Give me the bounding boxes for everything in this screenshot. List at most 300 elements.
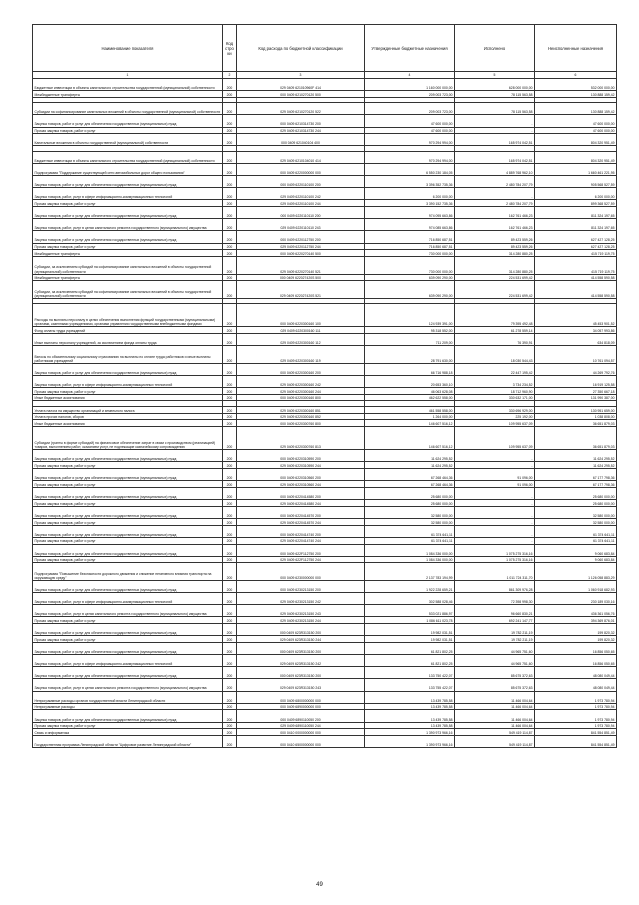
row-indicator-name: Закупка товаров, работ и услуг для обеспечения государственных (муниципальных) нужд <box>33 506 223 518</box>
row-classification-code: 000 0409 6220110110 200 <box>237 207 365 219</box>
row-classification-code: 000 0409 6220300160 800 <box>237 394 365 401</box>
row-line-code: 200 <box>223 219 237 231</box>
row-line-code: 200 <box>223 655 237 667</box>
row-line-code: 200 <box>223 537 237 544</box>
row-approved-amount: 974 095 663,86 <box>365 207 455 219</box>
row-approved-amount: 6 200 000,00 <box>365 188 455 200</box>
row-approved-amount: 3 396 352 735,36 <box>365 176 455 188</box>
row-executed-amount: - <box>455 487 535 499</box>
row-unexecuted-amount: 1 126 058 883,29 <box>535 563 617 581</box>
row-unexecuted-amount: 9 060 683,84 <box>535 556 617 563</box>
row-unexecuted-amount: 16 856 050,65 <box>535 655 617 667</box>
row-classification-code: 029 0409 623R313150 242 <box>237 655 365 667</box>
row-line-code: 200 <box>223 462 237 469</box>
row-classification-code: 000 0409 6230213150 200 <box>237 580 365 592</box>
row-unexecuted-amount: 61 374 641,11 <box>535 525 617 537</box>
row-executed-amount: 11 466 004,64 <box>455 703 535 710</box>
table-row <box>33 691 617 703</box>
row-indicator-name: Прочая закупка товаров, работ и услуг <box>33 387 223 394</box>
row-approved-amount: 970 294 994,00 <box>365 151 455 163</box>
row-classification-code: 029 0409 6220300160 111 <box>237 327 365 334</box>
row-unexecuted-amount: 11 624 295,52 <box>535 462 617 469</box>
row-unexecuted-amount: 634 818,09 <box>535 334 617 346</box>
table-row <box>33 346 617 364</box>
row-indicator-name: Закупка товаров, работ и услуг для обеспечения государственных (муниципальных) нужд <box>33 468 223 480</box>
row-line-code: 200 <box>223 103 237 115</box>
row-approved-amount: 1 084 336 000,00 <box>365 544 455 556</box>
row-indicator-name: Субсидии, за исключением субсидий на софинансирование капитальных вложений в объекты государственной (муниципальной) собственности <box>33 257 223 275</box>
header-unexecuted-appropriations: Неисполненные назначения <box>535 25 617 72</box>
header-approved-appropriations: Утвержденные бюджетные назначения <box>365 25 455 72</box>
row-classification-code: 000 0409 6220310590 200 <box>237 450 365 462</box>
row-indicator-name: Прочая закупка товаров, работ и услуг <box>33 636 223 643</box>
row-approved-amount: 1 084 336 000,00 <box>365 556 455 563</box>
row-approved-amount: 6 550 230 184,05 <box>365 163 455 175</box>
row-executed-amount: 78 115 563,58 <box>455 103 535 115</box>
row-indicator-name: Прочая закупка товаров, работ и услуг <box>33 722 223 729</box>
row-line-code: 200 <box>223 394 237 401</box>
row-executed-amount: 89 423 559,26 <box>455 231 535 243</box>
row-unexecuted-amount: 10 761 094,57 <box>535 346 617 364</box>
row-approved-amount: 25 680 000,00 <box>365 487 455 499</box>
row-executed-amount: 89 423 559,26 <box>455 243 535 250</box>
row-classification-code: 029 0409 6220110100 242 <box>237 188 365 200</box>
row-unexecuted-amount: 532 000 000,00 <box>535 79 617 91</box>
row-unexecuted-amount: 804 320 951,49 <box>535 134 617 146</box>
row-unexecuted-amount: 11 624 295,52 <box>535 450 617 462</box>
row-line-code: 200 <box>223 115 237 127</box>
row-line-code: 200 <box>223 643 237 655</box>
row-classification-code: 029 0409 622F112750 244 <box>237 556 365 563</box>
row-classification-code: 029 0409 623R313150 244 <box>237 636 365 643</box>
table-row <box>33 736 617 748</box>
row-line-code: 200 <box>223 691 237 703</box>
row-classification-code: 000 0409 6210314730 200 <box>237 115 365 127</box>
row-unexecuted-amount: 627 427 128,25 <box>535 243 617 250</box>
table-row <box>33 257 617 275</box>
table-row <box>33 151 617 163</box>
row-classification-code: 029 0409 6210104010 414 <box>237 151 365 163</box>
header-row-code: Код стро ки <box>223 25 237 72</box>
row-unexecuted-amount: 230 189 030,16 <box>535 593 617 605</box>
table-row <box>33 163 617 175</box>
row-approved-amount: 716 850 687,51 <box>365 243 455 250</box>
row-unexecuted-amount: 9 060 683,84 <box>535 544 617 556</box>
table-row <box>33 563 617 581</box>
row-unexecuted-amount: 841 554 851,49 <box>535 736 617 748</box>
row-executed-amount: 11 466 004,64 <box>455 710 535 722</box>
row-line-code: 200 <box>223 580 237 592</box>
row-unexecuted-amount: 899 368 527,59 <box>535 200 617 207</box>
table-body <box>33 79 617 748</box>
row-executed-amount: 109 955 637,09 <box>455 420 535 427</box>
row-approved-amount: 209 003 723,00 <box>365 91 455 98</box>
table-row <box>33 327 617 334</box>
row-unexecuted-amount: 414 558 590,58 <box>535 274 617 281</box>
row-classification-code: 000 0409 621040104 400 <box>237 134 365 146</box>
row-unexecuted-amount: 67 177 798,36 <box>535 468 617 480</box>
row-approved-amount: 67 268 464,36 <box>365 468 455 480</box>
row-executed-amount: 91 096,00 <box>455 481 535 488</box>
row-line-code: 200 <box>223 544 237 556</box>
row-unexecuted-amount: 25 680 000,00 <box>535 499 617 506</box>
row-indicator-name: Закупка товаров, работ и услуг для обеспечения государственных (муниципальных) нужд <box>33 363 223 375</box>
row-line-code: 200 <box>223 151 237 163</box>
row-line-code: 200 <box>223 91 237 98</box>
row-executed-amount: 4 889 768 962,10 <box>455 163 535 175</box>
row-approved-amount: 32 580 000,00 <box>365 518 455 525</box>
row-approved-amount: 13 439 785,58 <box>365 691 455 703</box>
row-line-code: 200 <box>223 334 237 346</box>
row-classification-code: 000 0409 6210270120 500 <box>237 91 365 98</box>
table-row <box>33 462 617 469</box>
row-approved-amount: 61 821 802,25 <box>365 655 455 667</box>
row-indicator-name: Закупка товаров, работ и услуг для обеспечения государственных (муниципальных) нужд <box>33 176 223 188</box>
row-approved-amount: 133 755 422,07 <box>365 679 455 691</box>
row-approved-amount: 970 294 994,00 <box>365 134 455 146</box>
row-line-code: 200 <box>223 481 237 488</box>
row-classification-code: 000 0409 622F112750 200 <box>237 544 365 556</box>
row-unexecuted-amount: 130 951 659,00 <box>535 406 617 413</box>
row-line-code: 200 <box>223 525 237 537</box>
row-approved-amount: 461 558 558,00 <box>365 406 455 413</box>
table-row <box>33 643 617 655</box>
row-line-code: 200 <box>223 703 237 710</box>
row-line-code: 200 <box>223 413 237 420</box>
row-classification-code: 000 0409 6220414740 200 <box>237 525 365 537</box>
column-number: 5 <box>455 72 535 79</box>
row-executed-amount: 225 192,00 <box>455 413 535 420</box>
row-classification-code: 029 0409 6220414580 244 <box>237 499 365 506</box>
row-approved-amount: 13 439 785,58 <box>365 703 455 710</box>
row-executed-amount: 72 398 998,30 <box>455 593 535 605</box>
row-approved-amount: 61 821 802,25 <box>365 643 455 655</box>
row-executed-amount: 109 955 637,09 <box>455 427 535 450</box>
row-line-code: 200 <box>223 257 237 275</box>
table-row <box>33 481 617 488</box>
table-row <box>33 544 617 556</box>
row-executed-amount: 22 447 195,42 <box>455 363 535 375</box>
row-indicator-name: Закупка товаров, работ и услуг для обеспечения государственных (муниципальных) нужд <box>33 667 223 679</box>
row-line-code: 200 <box>223 420 237 427</box>
row-approved-amount: 13 439 785,58 <box>365 722 455 729</box>
row-classification-code: 000 0409 6220310560 200 <box>237 468 365 480</box>
row-line-code: 200 <box>223 427 237 450</box>
row-executed-amount: 18 712 960,90 <box>455 387 535 394</box>
row-indicator-name: Закупка товаров, работ и услуг для обеспечения государственных (муниципальных) нужд <box>33 544 223 556</box>
row-unexecuted-amount: 415 719 119,75 <box>535 250 617 257</box>
table-row <box>33 556 617 563</box>
row-unexecuted-amount: 16 856 050,65 <box>535 643 617 655</box>
row-classification-code: 000 0409 6220112750 200 <box>237 231 365 243</box>
table-row <box>33 703 617 710</box>
row-indicator-name: Закупка товаров, работ, услуг в сфере информационно-коммуникационных технологий <box>33 655 223 667</box>
row-executed-amount: 330 632 171,00 <box>455 394 535 401</box>
row-unexecuted-amount: 61 374 641,11 <box>535 537 617 544</box>
row-approved-amount: 95 318 552,00 <box>365 327 455 334</box>
row-line-code: 200 <box>223 679 237 691</box>
row-executed-amount: 79 395 492,48 <box>455 304 535 327</box>
row-executed-amount: - <box>455 499 535 506</box>
table-row <box>33 375 617 387</box>
row-unexecuted-amount: 1 660 461 221,95 <box>535 163 617 175</box>
table-row <box>33 420 617 427</box>
row-line-code: 200 <box>223 636 237 643</box>
table-row <box>33 250 617 257</box>
row-unexecuted-amount: 25 680 000,00 <box>535 487 617 499</box>
row-approved-amount: 124 939 391,00 <box>365 304 455 327</box>
row-unexecuted-amount: 627 427 128,25 <box>535 231 617 243</box>
row-indicator-name: Иные выплаты персоналу учреждений, за исключением фонда оплаты труда <box>33 334 223 346</box>
row-classification-code: 029 0409 6230213150 243 <box>237 605 365 617</box>
row-approved-amount: 47 600 000,00 <box>365 115 455 127</box>
row-approved-amount: 1 390 973 966,16 <box>365 729 455 736</box>
table-row <box>33 667 617 679</box>
table-row <box>33 243 617 250</box>
row-indicator-name: Прочая закупка товаров, работ и услуг <box>33 243 223 250</box>
row-line-code: 200 <box>223 304 237 327</box>
table-row <box>33 188 617 200</box>
row-indicator-name: Закупка товаров, работ и услуг для обеспечения государственных (муниципальных) нужд <box>33 487 223 499</box>
row-unexecuted-amount: 414 558 590,58 <box>535 281 617 299</box>
row-unexecuted-amount: 67 177 798,36 <box>535 481 617 488</box>
row-unexecuted-amount: 16 919 125,58 <box>535 375 617 387</box>
row-indicator-name: Бюджетные инвестиции в объекты капитального строительства государственной (муниципальной) собственности <box>33 79 223 91</box>
table-row <box>33 134 617 146</box>
row-approved-amount: 2 137 783 194,99 <box>365 563 455 581</box>
row-line-code: 200 <box>223 375 237 387</box>
row-approved-amount: 974 085 663,86 <box>365 219 455 231</box>
row-indicator-name: Непрограммные расходы <box>33 703 223 710</box>
row-unexecuted-amount: 1 038 808,00 <box>535 413 617 420</box>
row-approved-amount: 730 000 000,00 <box>365 257 455 275</box>
row-approved-amount: 730 000 000,00 <box>365 250 455 257</box>
row-line-code: 200 <box>223 617 237 624</box>
row-classification-code: 029 0409 6220300160 112 <box>237 334 365 346</box>
table-row <box>33 394 617 401</box>
row-approved-amount: 1 160 000 000,00 <box>365 79 455 91</box>
row-approved-amount: 533 021 886,97 <box>365 605 455 617</box>
row-classification-code: 029 0409 6210270120 522 <box>237 103 365 115</box>
row-line-code: 200 <box>223 346 237 364</box>
row-executed-amount: 165 974 042,51 <box>455 134 535 146</box>
row-line-code: 200 <box>223 387 237 394</box>
row-classification-code: 000 0410 6500000000 000 <box>237 736 365 748</box>
row-classification-code: 000 0409 6220414580 200 <box>237 487 365 499</box>
row-indicator-name: Закупка товаров, работ и услуг для обеспечения государственных (муниципальных) нужд <box>33 525 223 537</box>
row-line-code: 200 <box>223 593 237 605</box>
row-executed-amount: - <box>455 525 535 537</box>
header-budget-classification-code: Код расхода по бюджетной классификации <box>237 25 365 72</box>
row-indicator-name: Прочая закупка товаров, работ и услуг <box>33 462 223 469</box>
row-approved-amount: 146 607 516,12 <box>365 427 455 450</box>
table-row <box>33 207 617 219</box>
table-row <box>33 231 617 243</box>
row-approved-amount: 639 090 290,00 <box>365 281 455 299</box>
row-approved-amount: 47 600 000,00 <box>365 127 455 134</box>
row-approved-amount: 32 580 000,00 <box>365 506 455 518</box>
table-row <box>33 729 617 736</box>
row-indicator-name: Связь и информатика <box>33 729 223 736</box>
row-indicator-name: Закупка товаров, работ, услуг в сфере информационно-коммуникационных технологий <box>33 188 223 200</box>
row-executed-amount: 96 660 830,21 <box>455 605 535 617</box>
row-executed-amount: 861 309 976,28 <box>455 580 535 592</box>
table-row <box>33 450 617 462</box>
row-line-code: 200 <box>223 327 237 334</box>
row-classification-code: 000 0409 6220414570 200 <box>237 506 365 518</box>
table-row <box>33 722 617 729</box>
row-indicator-name: Прочая закупка товаров, работ и услуг <box>33 537 223 544</box>
row-indicator-name: Прочая закупка товаров, работ и услуг <box>33 127 223 134</box>
row-classification-code: 029 0409 6220110100 244 <box>237 200 365 207</box>
row-line-code: 200 <box>223 163 237 175</box>
row-classification-code: 029 0409 6220300160 851 <box>237 406 365 413</box>
row-line-code: 200 <box>223 487 237 499</box>
row-executed-amount: - <box>455 115 535 127</box>
table-row <box>33 304 617 327</box>
row-classification-code: 000 0409 622027420S 500 <box>237 274 365 281</box>
header-executed: Исполнено <box>455 25 535 72</box>
row-unexecuted-amount: 436 361 056,76 <box>535 605 617 617</box>
row-classification-code: 000 0409 6220300760 800 <box>237 420 365 427</box>
row-unexecuted-amount: 130 888 159,42 <box>535 103 617 115</box>
table-row <box>33 200 617 207</box>
row-unexecuted-amount: 841 554 851,49 <box>535 729 617 736</box>
row-classification-code: 029 0409 623R313150 243 <box>237 679 365 691</box>
row-unexecuted-amount: 32 580 000,00 <box>535 506 617 518</box>
table-row <box>33 679 617 691</box>
row-unexecuted-amount: 394 369 876,01 <box>535 617 617 624</box>
row-approved-amount: 46 063 628,08 <box>365 387 455 394</box>
row-unexecuted-amount: 48 080 049,44 <box>535 667 617 679</box>
row-indicator-name: Закупка товаров, работ, услуг в сфере информационно-коммуникационных технологий <box>33 593 223 605</box>
row-executed-amount: - <box>455 537 535 544</box>
row-line-code: 200 <box>223 667 237 679</box>
row-executed-amount: 85 675 372,63 <box>455 679 535 691</box>
row-executed-amount: 19 782 211,19 <box>455 624 535 636</box>
row-executed-amount: 18 030 544,43 <box>455 346 535 364</box>
row-unexecuted-amount: 44 269 792,76 <box>535 363 617 375</box>
row-indicator-name: Прочая закупка товаров, работ и услуг <box>33 499 223 506</box>
table-row <box>33 525 617 537</box>
row-unexecuted-amount: 32 580 000,00 <box>535 518 617 525</box>
row-indicator-name: Подпрограмма "Поддержание существующей сети автомобильных дорог общего пользования" <box>33 163 223 175</box>
budget-execution-table <box>32 24 617 748</box>
row-unexecuted-amount: 47 600 000,00 <box>535 115 617 127</box>
row-executed-amount: - <box>455 506 535 518</box>
row-line-code: 200 <box>223 176 237 188</box>
row-indicator-name: Взносы по обязательному социальному страхованию на выплаты по оплате труда работников и иные выплаты работникам учреждений <box>33 346 223 364</box>
row-classification-code: 000 0409 6230000000 000 <box>237 563 365 581</box>
row-indicator-name: Уплата прочих налогов, сборов <box>33 413 223 420</box>
row-indicator-name: Закупка товаров, работ и услуг для обеспечения государственных (муниципальных) нужд <box>33 450 223 462</box>
row-line-code: 200 <box>223 281 237 299</box>
table-row <box>33 176 617 188</box>
row-executed-amount: 224 531 699,42 <box>455 274 535 281</box>
row-classification-code: 000 0409 6220300160 100 <box>237 304 365 327</box>
table-row <box>33 79 617 91</box>
row-indicator-name: Закупка товаров, работ, услуг в целях капитального ремонта государственного (муниципального) имущества <box>33 219 223 231</box>
row-line-code: 200 <box>223 274 237 281</box>
row-approved-amount: 302 588 028,46 <box>365 593 455 605</box>
table-row <box>33 103 617 115</box>
row-executed-amount: 76 390,91 <box>455 334 535 346</box>
row-classification-code: 000 0409 6220000000 000 <box>237 163 365 175</box>
row-indicator-name: Прочая закупка товаров, работ и услуг <box>33 617 223 624</box>
row-executed-amount: - <box>455 450 535 462</box>
table-row <box>33 617 617 624</box>
row-unexecuted-amount: 47 600 000,00 <box>535 127 617 134</box>
row-indicator-name: Закупка товаров, работ, услуг в целях капитального ремонта государственного (муниципального) имущества <box>33 605 223 617</box>
row-executed-amount: 2 480 784 207,79 <box>455 200 535 207</box>
row-indicator-name: Иные бюджетные ассигнования <box>33 394 223 401</box>
row-line-code: 200 <box>223 363 237 375</box>
row-classification-code: 029 0409 6220414740 244 <box>237 537 365 544</box>
row-executed-amount: - <box>455 188 535 200</box>
table-row <box>33 487 617 499</box>
row-indicator-name: Прочая закупка товаров, работ и услуг <box>33 518 223 525</box>
row-classification-code: 029 0409 6220270140 521 <box>237 257 365 275</box>
table-row <box>33 506 617 518</box>
row-executed-amount: 11 466 004,64 <box>455 691 535 703</box>
row-executed-amount: 44 965 751,60 <box>455 643 535 655</box>
row-indicator-name: Расходы на выплаты персоналу в целях обеспечения выполнения функций государственными (муниципальными) органами, казенными учреждениями, органами управления государственными внебюджетными фондами <box>33 304 223 327</box>
row-executed-amount: 224 531 699,42 <box>455 281 535 299</box>
page-number: 49 <box>316 882 323 888</box>
row-classification-code: 000 0409 623R313150 200 <box>237 624 365 636</box>
row-approved-amount: 1 390 973 966,16 <box>365 736 455 748</box>
row-approved-amount: 1 922 228 659,21 <box>365 580 455 592</box>
row-executed-amount: 11 466 004,64 <box>455 722 535 729</box>
row-classification-code: 000 0409 623R313150 200 <box>237 643 365 655</box>
row-unexecuted-amount: 199 820,32 <box>535 636 617 643</box>
row-unexecuted-amount: 1 973 780,94 <box>535 703 617 710</box>
row-unexecuted-amount: 1 973 780,94 <box>535 710 617 722</box>
row-classification-code: 029 0409 6220300160 244 <box>237 387 365 394</box>
row-unexecuted-amount: 804 320 951,49 <box>535 151 617 163</box>
row-approved-amount: 209 003 723,00 <box>365 103 455 115</box>
row-line-code: 200 <box>223 605 237 617</box>
row-classification-code: 029 0409 6230213150 244 <box>237 617 365 624</box>
row-classification-code: 029 0409 6220300160 242 <box>237 375 365 387</box>
table-row <box>33 605 617 617</box>
row-indicator-name: Прочая закупка товаров, работ и услуг <box>33 556 223 563</box>
row-approved-amount: 133 750 422,07 <box>365 667 455 679</box>
row-unexecuted-amount: 905 568 527,59 <box>535 176 617 188</box>
row-unexecuted-amount: 36 651 879,03 <box>535 427 617 450</box>
row-executed-amount: 19 782 211,19 <box>455 636 535 643</box>
table-row <box>33 281 617 299</box>
table-row <box>33 387 617 394</box>
row-line-code: 200 <box>223 134 237 146</box>
row-executed-amount: 1 011 724 311,70 <box>455 563 535 581</box>
row-classification-code: 000 0409 6220300160 200 <box>237 363 365 375</box>
row-unexecuted-amount: 199 820,32 <box>535 624 617 636</box>
row-executed-amount: 162 761 466,23 <box>455 207 535 219</box>
table-row <box>33 274 617 281</box>
row-approved-amount: 3 390 152 735,36 <box>365 200 455 207</box>
row-line-code: 200 <box>223 250 237 257</box>
row-executed-amount: 549 419 114,87 <box>455 729 535 736</box>
row-approved-amount: 639 090 290,00 <box>365 274 455 281</box>
row-indicator-name: Субсидии (гранты в форме субсидий) на финансовое обеспечение затрат в связи с производством (реализацией) товаров, выполнением работ, оказанием услуг, не подлежащие казначейскому сопровождению <box>33 427 223 450</box>
column-number: 6 <box>535 72 617 79</box>
row-approved-amount: 1 264 000,00 <box>365 413 455 420</box>
row-approved-amount: 25 680 000,00 <box>365 499 455 506</box>
column-number: 4 <box>365 72 455 79</box>
row-executed-amount: 3 734 234,52 <box>455 375 535 387</box>
row-approved-amount: 61 374 641,11 <box>365 537 455 544</box>
